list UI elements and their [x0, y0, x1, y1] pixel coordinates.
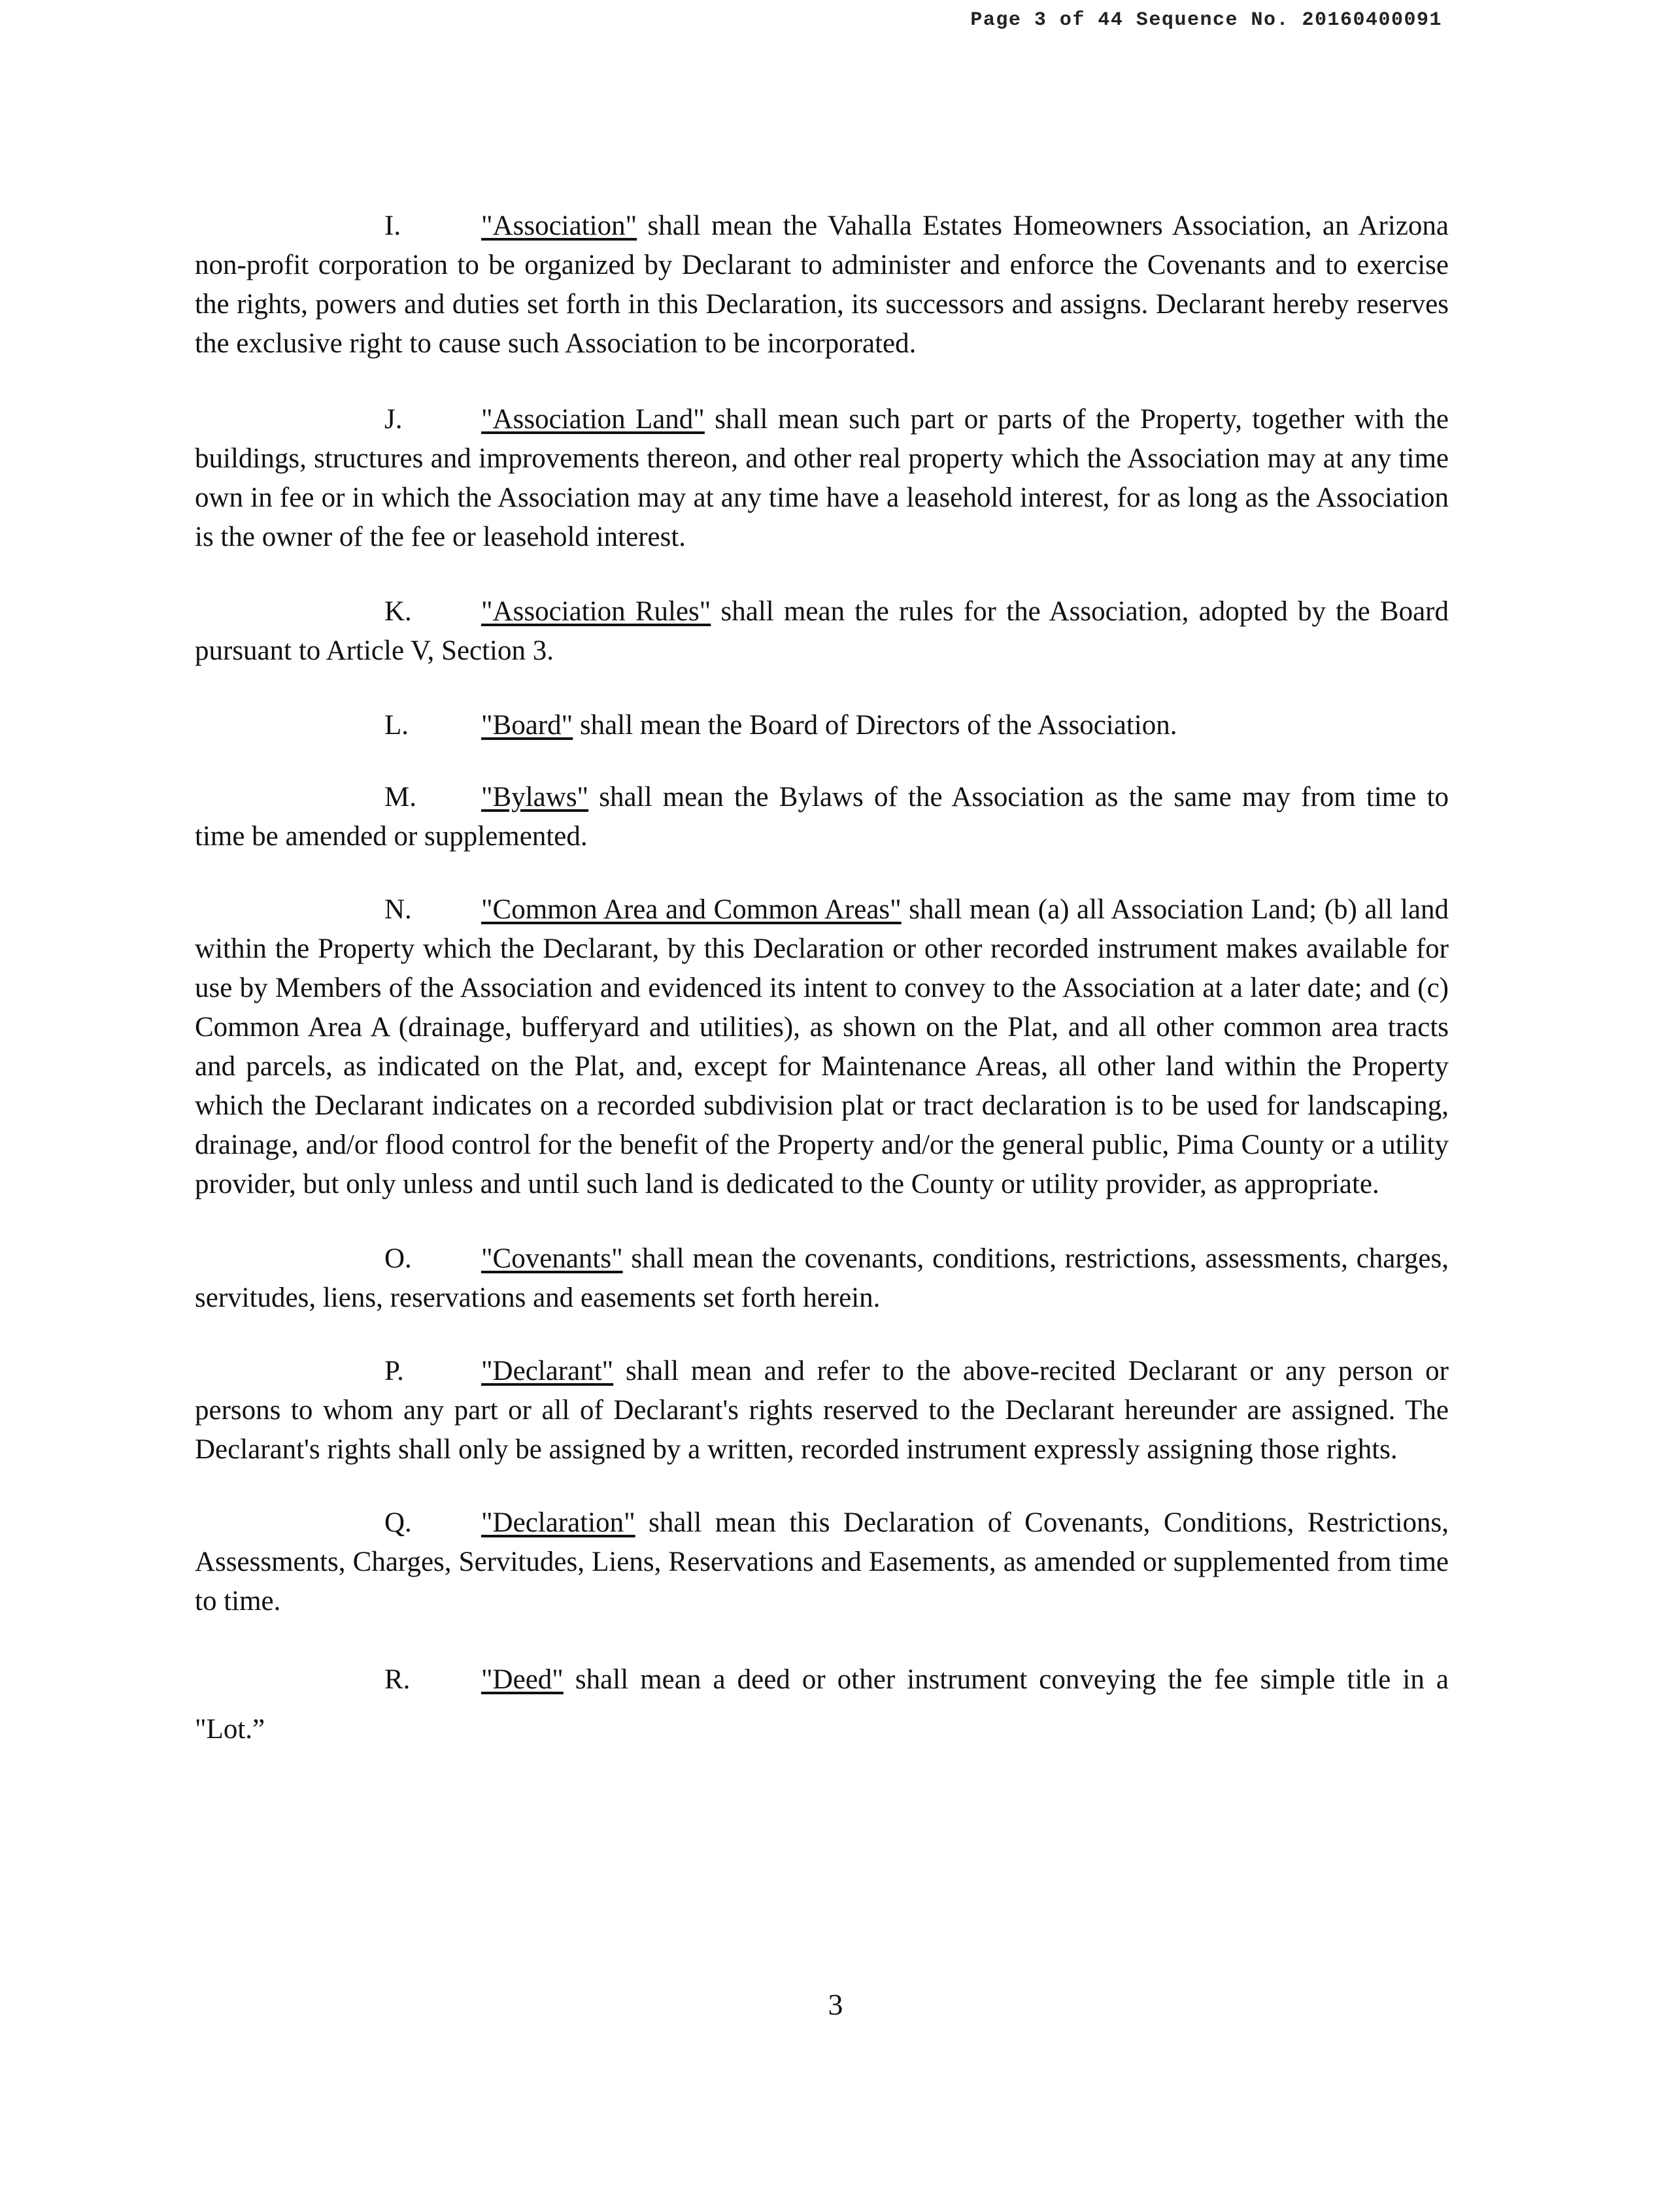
definition-j: [195, 400, 1449, 557]
definition-q: [195, 1503, 1449, 1621]
definition-o: [195, 1239, 1449, 1318]
definition-letter: M.: [384, 782, 416, 813]
definition-text: shall mean the Board of Directors of the Association.: [573, 710, 1177, 741]
definition-r: [195, 1655, 1449, 1754]
defined-term: "Association": [481, 210, 637, 241]
definition-text: shall mean the covenants, conditions, restrictions, assessments, charges, servitudes, liens, reservations and easements set forth herein.: [195, 1243, 1449, 1313]
definition-letter: L.: [384, 710, 409, 741]
definition-p: [195, 1352, 1449, 1469]
definition-text: shall mean the Vahalla Estates Homeowners Association, an Arizona non-profit corporation to be organized by Declarant to administer and enforce the Covenants and to exercise the rights, powers and duties set forth in this Declaration, its successors and assigns. Declarant hereby reserves the exclusive right to cause such Association to be incorporated.: [195, 210, 1449, 359]
definition-i: [195, 207, 1449, 363]
definition-text: shall mean the Bylaws of the Association as the same may from time to time be amended or supplemented.: [195, 782, 1449, 852]
definition-text: shall mean the rules for the Association, adopted by the Board pursuant to Article V, Section 3.: [195, 596, 1449, 666]
definition-k: [195, 592, 1449, 671]
defined-term: "Covenants": [481, 1243, 623, 1274]
page-header: Page 3 of 44 Sequence No. 20160400091: [970, 9, 1442, 31]
defined-term: "Declarant": [481, 1356, 614, 1386]
defined-term: "Declaration": [481, 1507, 635, 1538]
defined-term: "Board": [481, 710, 573, 741]
definition-letter: I.: [384, 210, 401, 241]
defined-term: "Association Rules": [481, 596, 711, 627]
defined-term: "Bylaws": [481, 782, 589, 813]
definition-letter: P.: [384, 1356, 404, 1386]
definition-text: shall mean (a) all Association Land; (b) all land within the Property which the Declarant, by this Declaration or other recorded instrument makes available for use by Members of the Association and evidenced its intent to convey to the Association at a later date; and (c) Common Area A (drainage, bufferyard and utilities), as shown on the Plat, and all other common area tracts and parcels, as indicated on the Plat, and, except for Maintenance Areas, all other land within the Property which the Declarant indicates on a recorded subdivision plat or tract declaration is to be used for landscaping, drainage, and/or flood control for the benefit of the Property and/or the general public, Pima County or a utility provider, but only unless and until such land is dedicated to the County or utility provider, as appropriate.: [195, 894, 1449, 1199]
defined-term: "Common Area and Common Areas": [481, 894, 902, 925]
page-number: 3: [828, 1988, 843, 2021]
definition-m: [195, 778, 1449, 856]
definition-text: shall mean such part or parts of the Property, together with the buildings, structures and improvements thereon, and other real property which the Association may at any time own in fee or in which the Association may at any time have a leasehold interest, for as long as the Association is the owner of the fee or leasehold interest.: [195, 404, 1449, 552]
definition-text: shall mean this Declaration of Covenants, Conditions, Restrictions, Assessments, Charges, Servitudes, Liens, Reservations and Easements, as amended or supplemented from time to time.: [195, 1507, 1449, 1617]
defined-term: "Association Land": [481, 404, 705, 435]
definition-letter: Q.: [384, 1507, 412, 1538]
definition-n: [195, 890, 1449, 1204]
definition-l: [195, 706, 1449, 745]
definition-letter: N.: [384, 894, 412, 925]
definition-letter: K.: [384, 596, 412, 627]
definition-text: shall mean a deed or other instrument conveying the fee simple title in a "Lot.”: [195, 1664, 1449, 1745]
definition-text: shall mean and refer to the above-recited Declarant or any person or persons to whom any part or all of Declarant's rights reserved to the Declarant hereunder are assigned. The Declarant's rights shall only be assigned by a written, recorded instrument expressly assigning those rights.: [195, 1356, 1449, 1465]
definition-letter: O.: [384, 1243, 412, 1274]
definition-letter: J.: [384, 404, 403, 435]
defined-term: "Deed": [481, 1664, 564, 1695]
definition-letter: R.: [384, 1664, 411, 1695]
document-body: [195, 207, 1449, 1754]
